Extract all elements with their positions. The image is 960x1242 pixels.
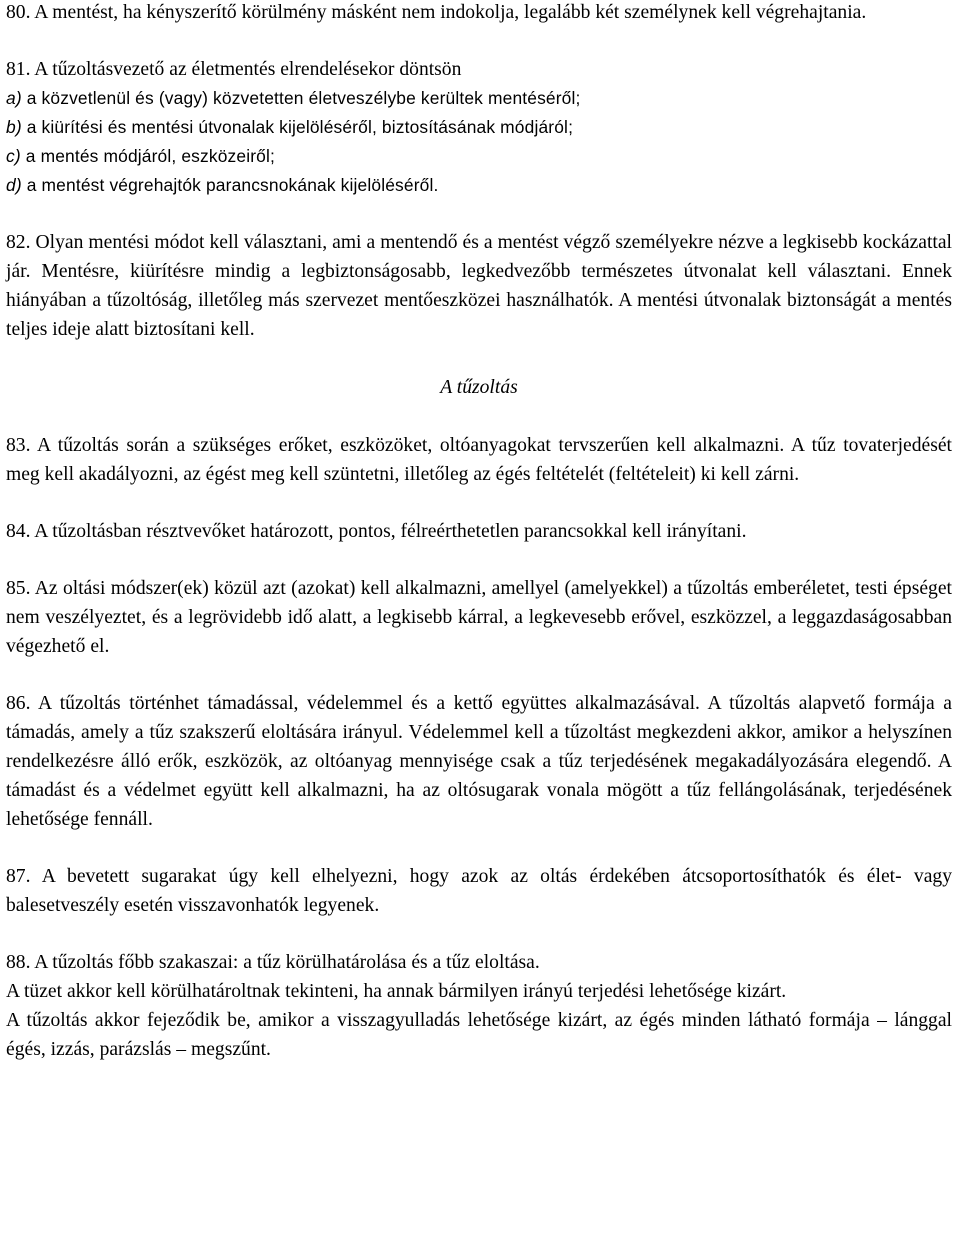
list-item-text: a mentést végrehajtók parancsnokának kijelöléséről. <box>21 175 439 195</box>
list-item-text: a kiürítési és mentési útvonalak kijelöléséről, biztosításának módjáról; <box>21 117 574 137</box>
paragraph-81 <box>6 55 952 200</box>
list-item-c <box>6 142 952 171</box>
list-item-b <box>6 113 952 142</box>
paragraph-84: 84. A tűzoltásban résztvevőket határozott, pontos, félreérthetetlen parancsokkal kell irányítani. <box>6 521 747 542</box>
paragraph-83: 83. A tűzoltás során a szükséges erőket, eszközöket, oltóanyagokat tervszerűen kell alkalmazni. A tűz tovaterjedését meg kell akadályozni, az égést meg kell szüntetni, illetőleg az égés feltételét (feltételeit) ki kell zárni. <box>6 435 952 485</box>
paragraph-85: 85. Az oltási módszer(ek) közül azt (azokat) kell alkalmazni, amellyel (amelyekkel) a tűzoltás emberéletet, testi épséget nem veszélyeztet, és a legrövidebb idő alatt, a legkisebb kárral, a legkevesebb erővel, eszközzel, a leggazdaságosabban végezhető el. <box>6 578 952 657</box>
section-heading: A tűzoltás <box>440 377 518 398</box>
paragraph-88-line-1: 88. A tűzoltás főbb szakaszai: a tűz körülhatárolása és a tűz eloltása. <box>6 952 540 973</box>
paragraph-80: 80. A mentést, ha kényszerítő körülmény másként nem indokolja, legalább két személynek kell végrehajtania. <box>6 2 867 23</box>
paragraph-81-intro: 81. A tűzoltásvezető az életmentés elrendelésekor döntsön <box>6 59 462 80</box>
paragraph-82: 82. Olyan mentési módot kell választani, ami a mentendő és a mentést végző személyekre nézve a legkisebb kockázattal jár. Mentésre, kiürítésre mindig a legbiztonságosabb, legkedvezőbb természetes útvonalat kell választani. Ennek hiányában a tűzoltóság, illetőleg más szervezet mentőeszközei használhatók. A mentési útvonalak biztonságát a mentés teljes ideje alatt biztosítani kell. <box>6 232 952 340</box>
list-item-label: c) <box>6 146 21 166</box>
paragraph-88-line-3: A tűzoltás akkor fejeződik be, amikor a visszagyulladás lehetősége kizárt, az égés minden látható formája – lánggal égés, izzás, parázslás – megszűnt. <box>6 1010 952 1060</box>
paragraph-86: 86. A tűzoltás történhet támadással, védelemmel és a kettő együttes alkalmazásával. A tűzoltás alapvető formája a támadás, amely a tűz szakszerű eloltására irányul. Védelemmel kell a tűzoltást megkezdeni akkor, amikor a helyszínen rendelkezésre álló erők, eszközök, az oltóanyag mennyisége csak a tűz terjedésének megakadályozására elegendő. A támadást és a védelmet együtt kell alkalmazni, ha az oltósugarak vonala mögött a tűz fellángolásának, terjedésének lehetősége fennáll. <box>6 693 952 830</box>
list-item-d <box>6 171 952 200</box>
list-item-label: a) <box>6 88 22 108</box>
paragraph-87: 87. A bevetett sugarakat úgy kell elhelyezni, hogy azok az oltás érdekében átcsoportosíthatók és élet- vagy balesetveszély esetén visszavonhatók legyenek. <box>6 866 952 916</box>
list-item-label: d) <box>6 175 22 195</box>
list-item-text: a közvetlenül és (vagy) közvetetten életveszélybe kerültek mentéséről; <box>21 88 581 108</box>
paragraph-88 <box>6 948 952 1064</box>
list-item-text: a mentés módjáról, eszközeiről; <box>20 146 275 166</box>
paragraph-88-line-2: A tüzet akkor kell körülhatároltnak tekinteni, ha annak bármilyen irányú terjedési lehetősége kizárt. <box>6 981 787 1002</box>
list-item-label: b) <box>6 117 22 137</box>
list-item-a <box>6 84 952 113</box>
